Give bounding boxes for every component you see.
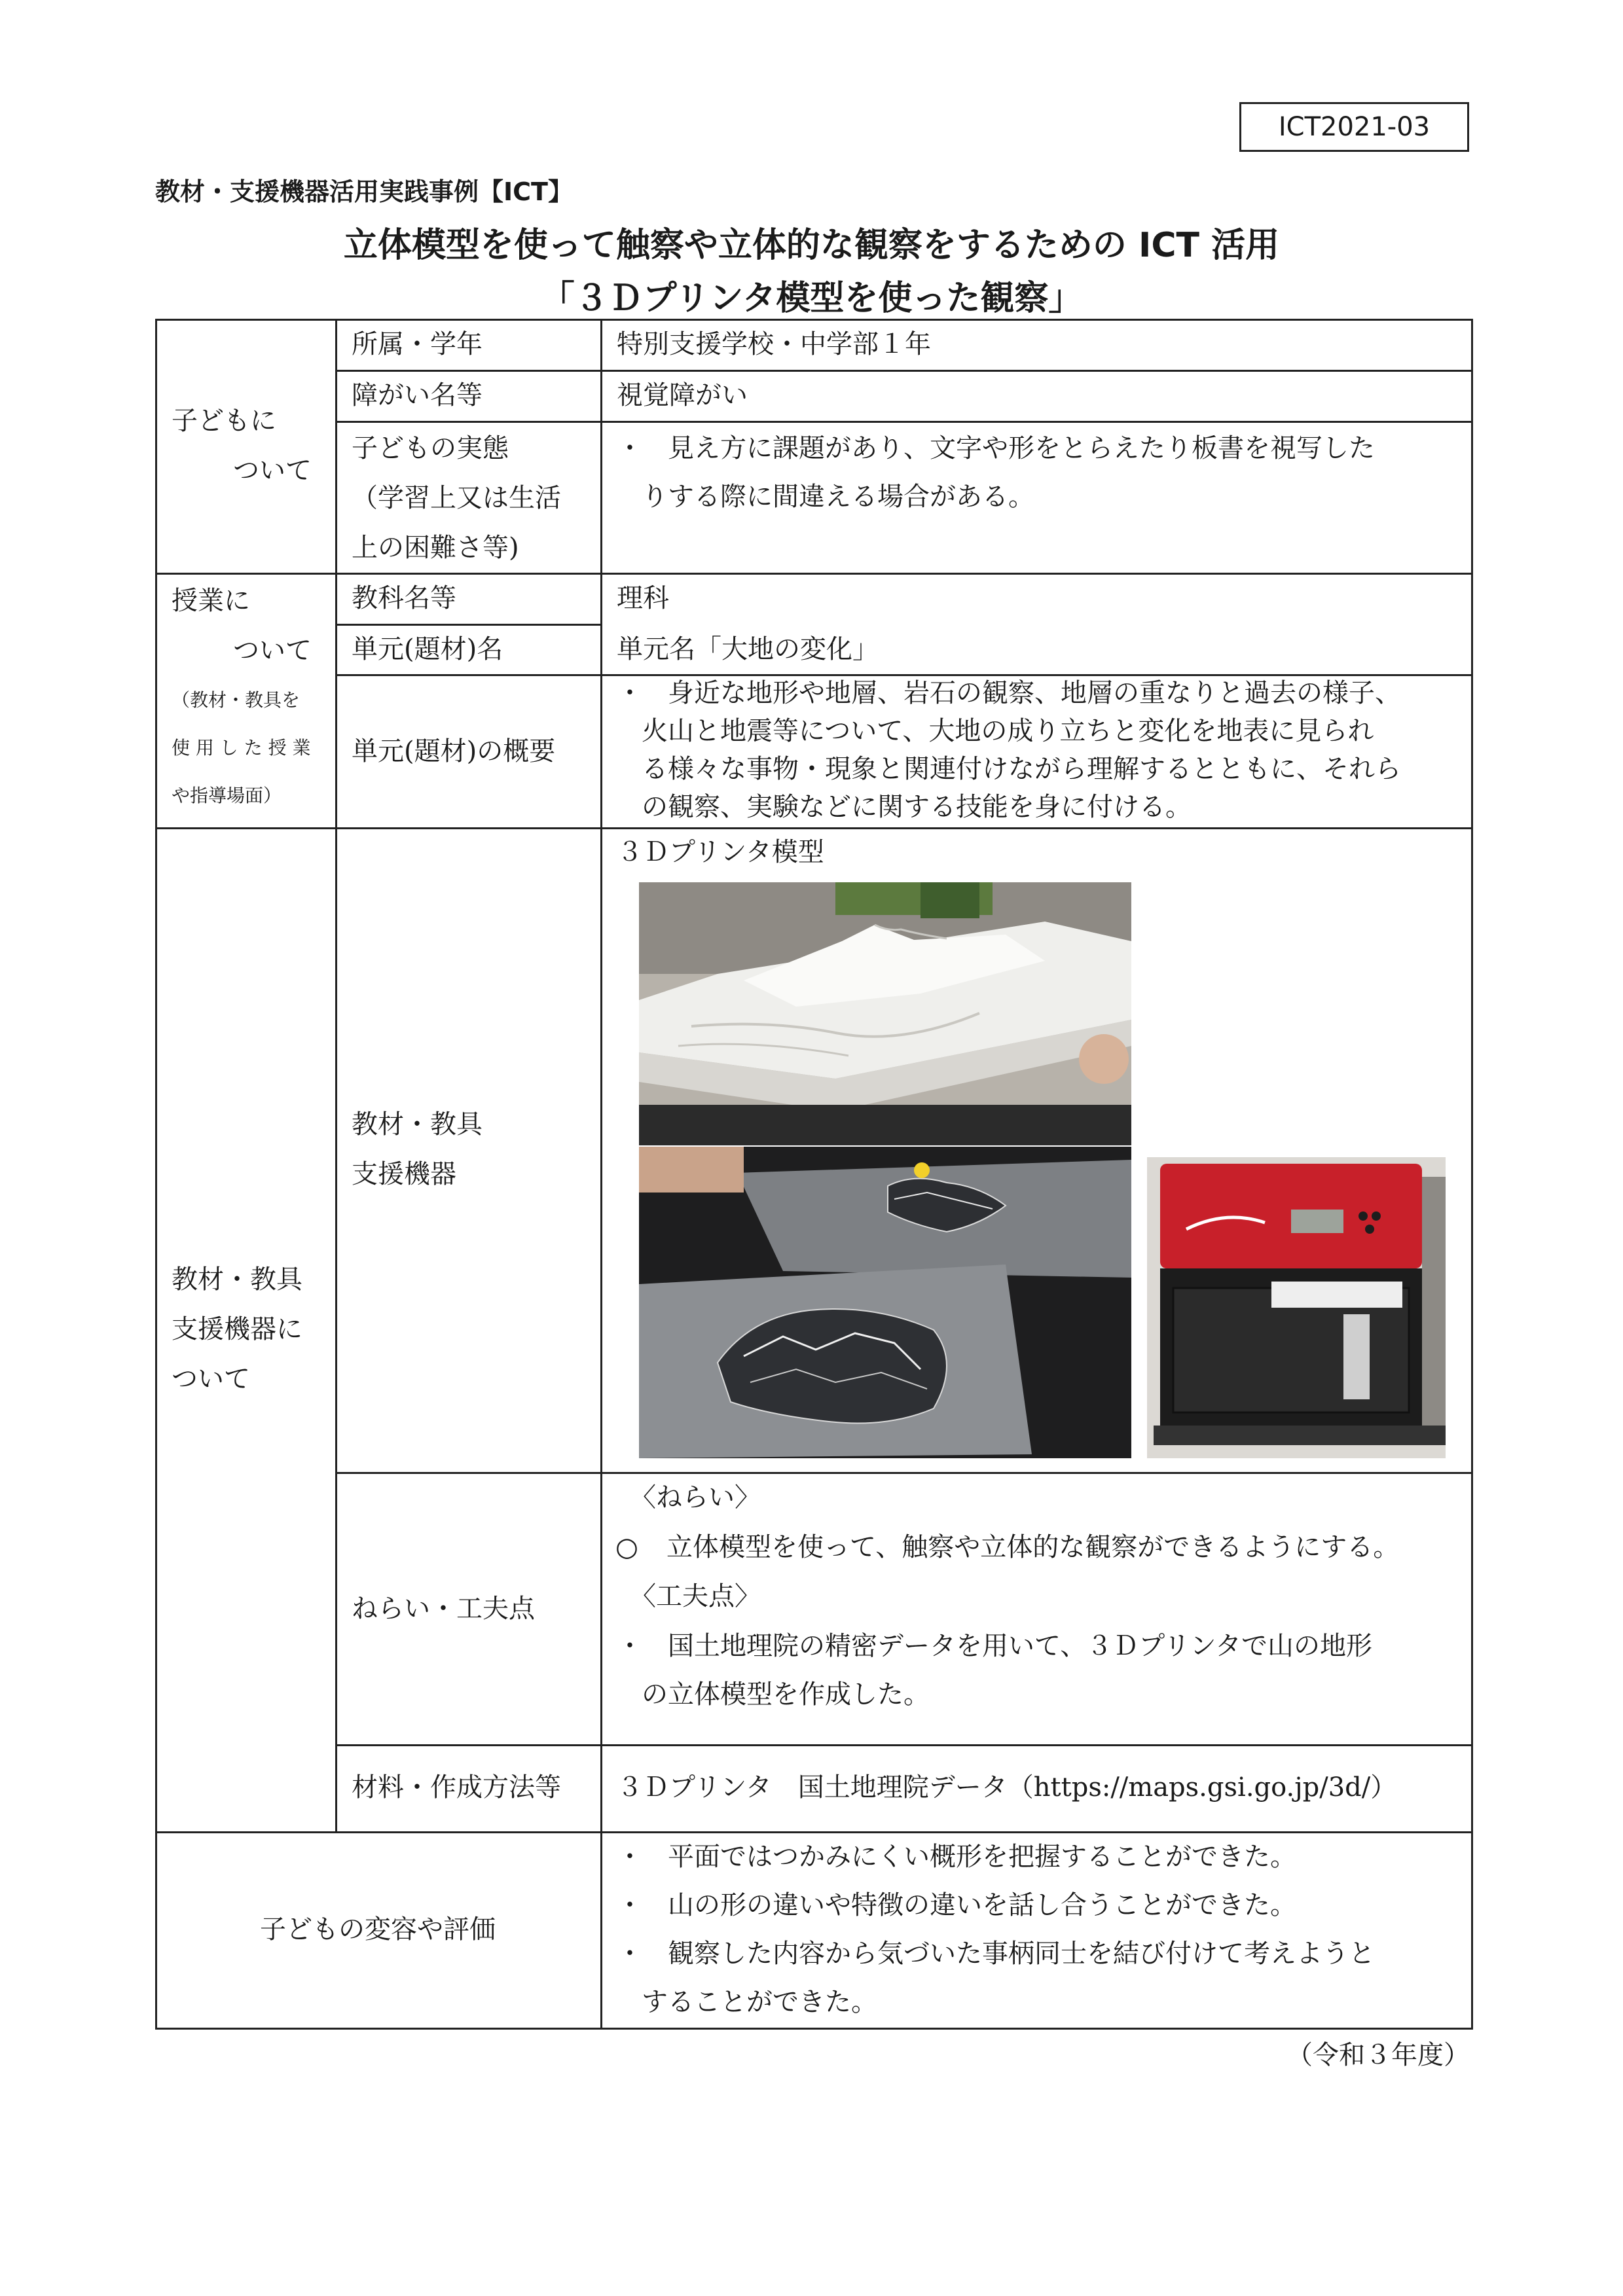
document-category: 教材・支援機器活用実践事例【ICT】	[155, 177, 573, 206]
evaluation-item: 観察した内容から気づいた事柄同士を結び付けて考えようと	[668, 1939, 1375, 1969]
evaluation-list	[617, 1833, 1375, 2026]
materials-heading-line2: 支援機器に	[172, 1314, 302, 1344]
3d-printer-image	[1147, 1157, 1446, 1458]
unit-value: 単元名「大地の変化」	[617, 634, 879, 664]
affiliation-value: 特別支援学校・中学部１年	[617, 329, 931, 359]
aim-text: 立体模型を使って、触察や立体的な観察ができるようにする。	[666, 1532, 1400, 1562]
fiscal-year: （令和３年度）	[1286, 2040, 1470, 2070]
tools-caption: ３Ｄプリンタ模型	[617, 837, 824, 867]
evaluation-item-cont: することができた。	[642, 1987, 877, 2017]
materials-heading-line3: ついて	[172, 1364, 250, 1394]
lesson-heading-note: （教材・教具を	[172, 689, 301, 711]
unit-label: 単元(題材)名	[352, 634, 503, 664]
bullet-marker: ・	[617, 678, 643, 708]
tools-label: 教材・教具	[352, 1109, 483, 1139]
document-subtitle: 「３Ｄプリンタ模型を使った観察」	[540, 279, 1083, 318]
3d-printer-photo	[1147, 1157, 1446, 1458]
terrain-model-image	[639, 882, 1131, 1145]
document-code: ICT2021-03	[1239, 102, 1469, 152]
condition-text: ・ 見え方に課題があり、文字や形をとらえたり板書を視写した りする際に間違える場合がある。	[617, 424, 1375, 521]
bullet-marker: ・	[617, 433, 643, 463]
document-title: 立体模型を使って触察や立体的な観察をするための ICT 活用	[343, 226, 1280, 265]
lesson-heading-note-line2: 使 用 し た 授 業	[172, 737, 311, 759]
affiliation-label: 所属・学年	[352, 329, 483, 359]
relief-map-photo	[639, 1147, 1131, 1458]
condition-label-line2: （学習上又は生活	[352, 483, 561, 513]
bullet-marker: ・	[617, 1890, 643, 1920]
aim-text-row	[615, 1522, 1399, 1572]
disability-label: 障がい名等	[352, 380, 483, 410]
evaluation-heading: 子どもの変容や評価	[260, 1914, 496, 1945]
evaluation-item: 山の形の違いや特徴の違いを話し合うことができた。	[668, 1890, 1296, 1920]
overview-text: ・ 身近な地形や地層、岩石の観察、地層の重なりと過去の様子、 火山と地震等について、大地の成り立ちと変化を地表に見られ る様々な事物・現象と関連付けながら理解するとともに、それら の観察、実験などに関する技能を身に付ける。	[617, 674, 1401, 826]
method-label: 材料・作成方法等	[352, 1772, 561, 1803]
lesson-heading-cont: ついて	[233, 636, 312, 666]
evaluation-item: 平面ではつかみにくい概形を把握することができた。	[668, 1842, 1296, 1872]
subject-label: 教科名等	[352, 583, 456, 613]
method-value: ３Ｄプリンタ 国土地理院データ（https://maps.gsi.go.jp/3d/）	[617, 1772, 1397, 1803]
aim-label: ねらい・工夫点	[352, 1594, 535, 1624]
device-text: ・ 国土地理院の精密データを用いて、３Ｄプリンタで山の地形 の立体模型を作成した。	[617, 1622, 1372, 1719]
bullet-marker: ・	[617, 1842, 643, 1872]
subject-value: 理科	[617, 583, 669, 613]
relief-map-image	[639, 1147, 1131, 1458]
lesson-heading: 授業に	[172, 586, 250, 616]
child-heading: 子どもに	[172, 406, 276, 436]
terrain-model-photo	[639, 882, 1131, 1145]
aim-heading: 〈ねらい〉	[630, 1482, 761, 1513]
bullet-marker: ・	[617, 1631, 643, 1661]
tools-label-line2: 支援機器	[352, 1159, 456, 1189]
overview-label: 単元(題材)の概要	[352, 736, 556, 766]
condition-label-line3: 上の困難さ等)	[352, 533, 519, 563]
lesson-heading-note-line3: や指導場面）	[172, 785, 282, 806]
materials-heading: 教材・教具	[172, 1265, 302, 1295]
child-heading-cont: ついて	[233, 456, 312, 486]
device-heading: 〈工夫点〉	[630, 1581, 761, 1611]
circle-marker: ○	[615, 1532, 638, 1562]
condition-label: 子どもの実態	[352, 433, 509, 463]
disability-value: 視覚障がい	[617, 380, 748, 410]
bullet-marker: ・	[617, 1939, 643, 1969]
